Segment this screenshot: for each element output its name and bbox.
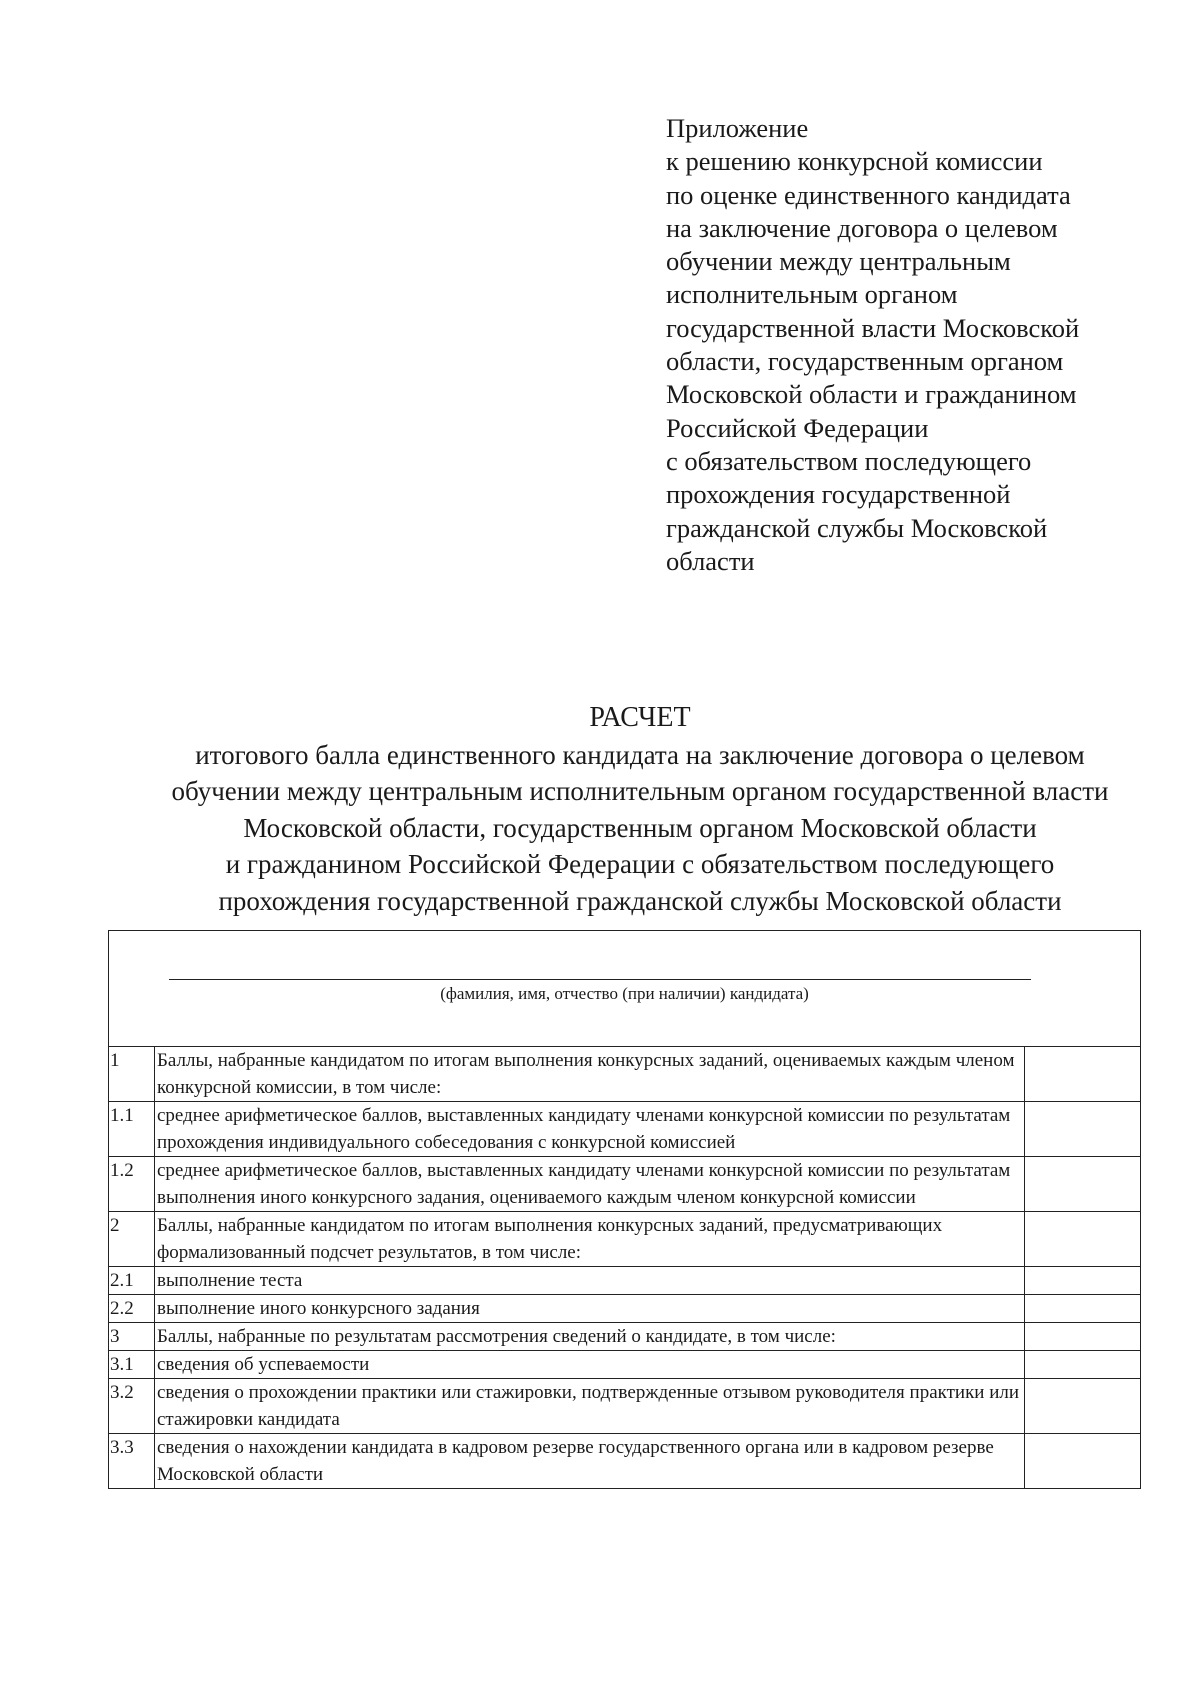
row-number: 3.1	[109, 1351, 155, 1379]
candidate-name-line	[169, 979, 1031, 980]
table-row	[109, 1157, 1141, 1212]
heading-line: итогового балла единственного кандидата на заключение договора о целевом	[195, 739, 1085, 770]
row-text: среднее арифметическое баллов, выставленных кандидату членами конкурсной комиссии по результатам прохождения индивидуального собеседования с конкурсной комиссией	[155, 1102, 1025, 1157]
row-text: Баллы, набранные по результатам рассмотрения сведений о кандидате, в том числе:	[155, 1323, 1025, 1351]
table-row	[109, 1379, 1141, 1434]
row-value-cell	[1025, 1295, 1141, 1323]
table-row	[109, 1323, 1141, 1351]
row-value-cell	[1025, 1157, 1141, 1212]
row-value-cell	[1025, 1267, 1141, 1295]
appendix-line: области, государственным органом	[666, 346, 1064, 377]
appendix-line: к решению конкурсной комиссии	[666, 146, 1043, 177]
table-row	[109, 1047, 1141, 1102]
row-text: среднее арифметическое баллов, выставленных кандидату членами конкурсной комиссии по результатам выполнения иного конкурсного задания, оцениваемого каждым членом конкурсной комиссии	[155, 1157, 1025, 1212]
row-number: 2.1	[109, 1267, 155, 1295]
calculation-heading	[100, 700, 1180, 919]
row-number: 2	[109, 1212, 155, 1267]
row-text: выполнение теста	[155, 1267, 1025, 1295]
row-number: 1	[109, 1047, 155, 1102]
table-row	[109, 1351, 1141, 1379]
row-value-cell	[1025, 1212, 1141, 1267]
row-text: сведения о нахождении кандидата в кадровом резерве государственного органа или в кадровом резерве Московской области	[155, 1434, 1025, 1489]
appendix-line: Московской области и гражданином	[666, 379, 1077, 410]
score-table	[108, 930, 1141, 1489]
row-text: выполнение иного конкурсного задания	[155, 1295, 1025, 1323]
row-text: Баллы, набранные кандидатом по итогам выполнения конкурсных заданий, предусматривающих формализованный подсчет результатов, в том числе:	[155, 1212, 1025, 1267]
row-value-cell	[1025, 1102, 1141, 1157]
row-value-cell	[1025, 1323, 1141, 1351]
appendix-line: области	[666, 545, 755, 576]
table-row	[109, 1212, 1141, 1267]
heading-line: Московской области, государственным органом Московской области	[243, 812, 1037, 843]
row-value-cell	[1025, 1047, 1141, 1102]
table-row	[109, 1267, 1141, 1295]
candidate-row	[109, 931, 1141, 1047]
appendix-line: исполнительным органом	[666, 279, 958, 310]
row-number: 2.2	[109, 1295, 155, 1323]
row-value-cell	[1025, 1379, 1141, 1434]
appendix-block	[666, 112, 1156, 578]
candidate-name-cell	[109, 931, 1141, 1047]
heading-line: и гражданином Российской Федерации с обязательством последующего	[225, 849, 1055, 879]
heading-line: прохождения государственной гражданской службы Московской области	[218, 885, 1062, 916]
appendix-line: на заключение договора о целевом	[666, 212, 1058, 243]
row-value-cell	[1025, 1434, 1141, 1489]
row-text: Баллы, набранные кандидатом по итогам выполнения конкурсных заданий, оцениваемых каждым членом конкурсной комиссии, в том числе:	[155, 1047, 1025, 1102]
row-number: 1.1	[109, 1102, 155, 1157]
appendix-line: с обязательством последующего	[666, 445, 1032, 476]
appendix-line: прохождения государственной	[666, 479, 1011, 510]
row-text: сведения о прохождении практики или стажировки, подтвержденные отзывом руководителя практики или стажировки кандидата	[155, 1379, 1025, 1434]
row-number: 3	[109, 1323, 155, 1351]
row-number: 3.2	[109, 1379, 155, 1434]
document-title: РАСЧЕТ	[589, 702, 691, 733]
row-text: сведения об успеваемости	[155, 1351, 1025, 1379]
appendix-line: государственной власти Московской	[666, 312, 1080, 343]
appendix-line: Российской Федерации	[666, 412, 929, 443]
appendix-line: обучении между центральным	[666, 246, 1011, 277]
table-row	[109, 1295, 1141, 1323]
appendix-line: Приложение	[666, 113, 809, 143]
table-row	[109, 1434, 1141, 1489]
heading-line: обучении между центральным исполнительным органом государственной власти	[171, 776, 1109, 806]
appendix-line: гражданской службы Московской	[666, 512, 1048, 543]
appendix-line: по оценке единственного кандидата	[666, 179, 1071, 210]
candidate-caption: (фамилия, имя, отчество (при наличии) кандидата)	[440, 984, 809, 1003]
row-number: 3.3	[109, 1434, 155, 1489]
table-row	[109, 1102, 1141, 1157]
row-value-cell	[1025, 1351, 1141, 1379]
row-number: 1.2	[109, 1157, 155, 1212]
